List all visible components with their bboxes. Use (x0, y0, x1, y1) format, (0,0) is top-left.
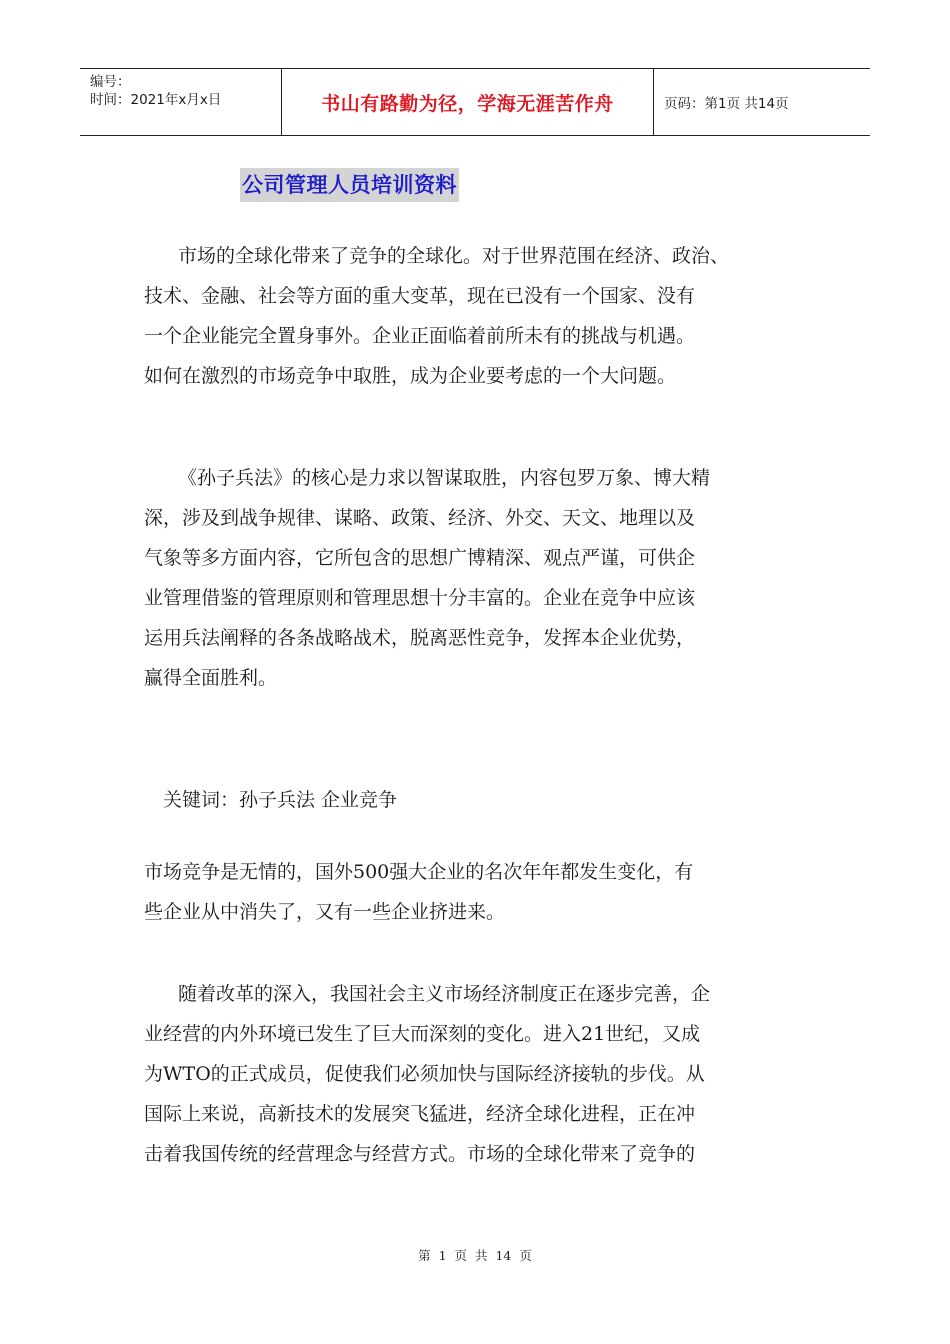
document-number-label: 编号： (90, 74, 131, 90)
paragraph-line: 运用兵法阐释的各条战略战术，脱离恶性竞争，发挥本企业优势， (144, 627, 696, 649)
paragraph-line: 深，涉及到战争规律、谋略、政策、经济、外交、天文、地理以及 (144, 507, 696, 529)
paragraph-line: 赢得全面胜利。 (144, 667, 278, 689)
header-page-info: 页码：第1页 共14页 (664, 96, 789, 112)
paragraph-line: 业管理借鉴的管理原则和管理思想十分丰富的。企业在竞争中应该 (144, 587, 696, 609)
paragraph-line: 如何在激烈的市场竞争中取胜，成为企业要考虑的一个大问题。 (144, 365, 677, 387)
paragraph-line: 业经营的内外环境已发生了巨大而深刻的变化。进入21世纪，又成 (144, 1023, 701, 1045)
page-footer: 第 1 页 共 14 页 (418, 1248, 532, 1263)
paragraph-line: 些企业从中消失了，又有一些企业挤进来。 (144, 901, 506, 923)
keywords-text: 关键词：孙子兵法 企业竞争 (163, 789, 398, 811)
document-title: 公司管理人员培训资料 (240, 168, 459, 202)
paragraph-4 (144, 974, 834, 1174)
paragraph-1 (144, 236, 834, 396)
paragraph-line: 技术、金融、社会等方面的重大变革，现在已没有一个国家、没有 (144, 285, 696, 307)
paragraph-line: 一个企业能完全置身事外。企业正面临着前所未有的挑战与机遇。 (144, 325, 696, 347)
keywords-line (163, 780, 853, 820)
paragraph-line: 气象等多方面内容，它所包含的思想广博精深、观点严谨，可供企 (144, 547, 696, 569)
document-header (80, 68, 870, 136)
document-date-label: 时间：2021年x月x日 (90, 92, 222, 108)
header-meta-cell (80, 69, 282, 135)
header-motto: 书山有路勤为径，学海无涯苦作舟 (282, 69, 654, 135)
paragraph-line: 市场的全球化带来了竞争的全球化。对于世界范围在经济、政治、 (178, 245, 730, 267)
paragraph-line: 市场竞争是无情的，国外500强大企业的名次年年都发生变化，有 (144, 861, 694, 883)
paragraph-2 (144, 458, 834, 698)
paragraph-line: 国际上来说，高新技术的发展突飞猛进，经济全球化进程，正在冲 (144, 1103, 696, 1125)
paragraph-line: 击着我国传统的经营理念与经营方式。市场的全球化带来了竞争的 (144, 1143, 696, 1165)
paragraph-line: 随着改革的深入，我国社会主义市场经济制度正在逐步完善，企 (178, 983, 711, 1005)
paragraph-3 (144, 852, 834, 932)
paragraph-line: 为WTO的正式成员，促使我们必须加快与国际经济接轨的步伐。从 (144, 1063, 705, 1085)
paragraph-line: 《孙子兵法》的核心是力求以智谋取胜，内容包罗万象、博大精 (178, 467, 711, 489)
